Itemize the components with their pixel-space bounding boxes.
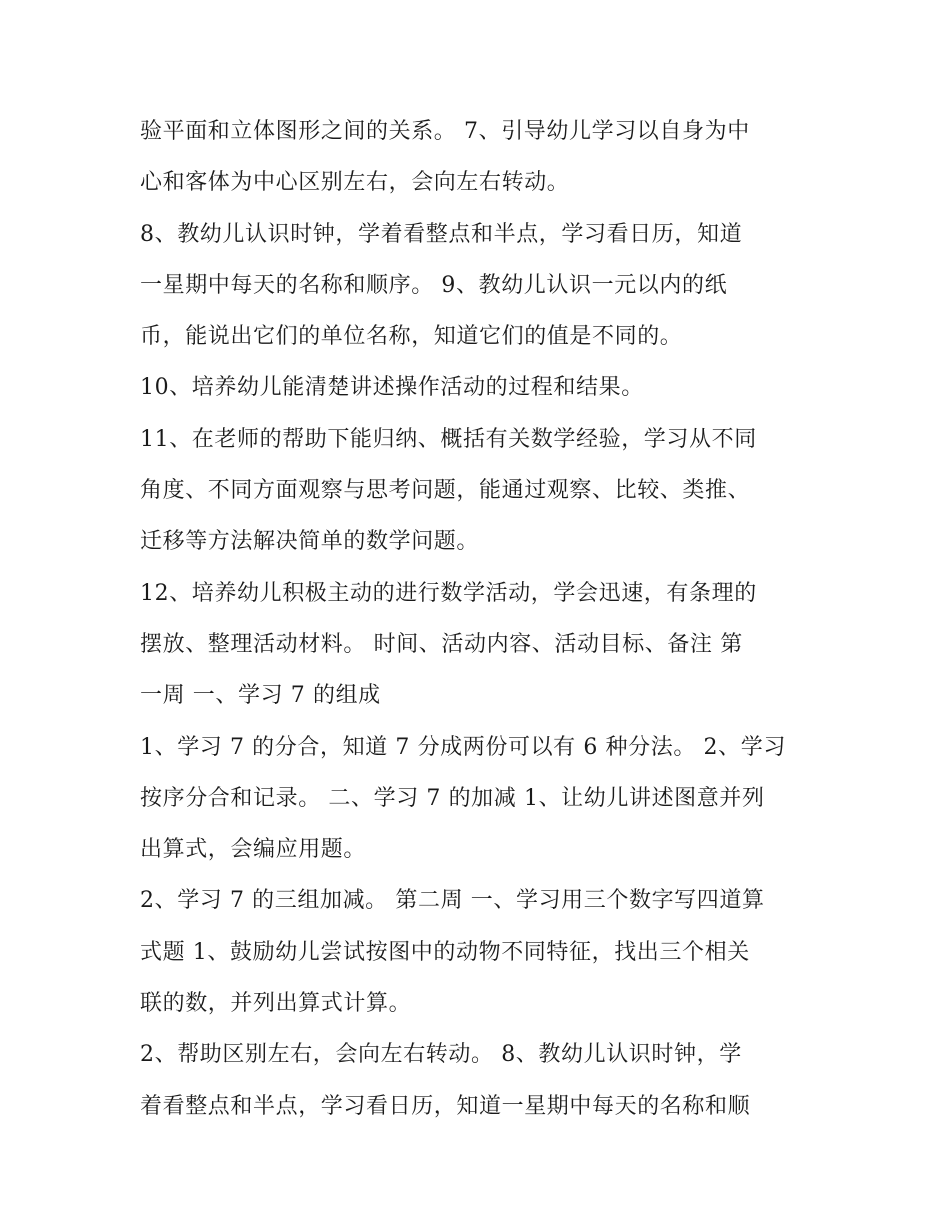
text-line: 一星期中每天的名称和顺序。 9、教幼儿认识一元以内的纸 bbox=[140, 272, 728, 298]
text-line: 12、培养幼儿积极主动的进行数学活动，学会迅速，有条理的 bbox=[140, 580, 757, 606]
text-line: 式题 1、鼓励幼儿尝试按图中的动物不同特征，找出三个相关 bbox=[140, 939, 750, 965]
text-line: 验平面和立体图形之间的关系。 7、引导幼儿学习以自身为中 bbox=[140, 119, 750, 144]
text-line: 出算式，会编应用题。 bbox=[140, 837, 367, 863]
text-line: 着看整点和半点，学习看日历，知道一星期中每天的名称和顺 bbox=[140, 1093, 751, 1119]
text-line: 2、帮助区别左右，会向左右转动。 8、教幼儿认识时钟，学 bbox=[140, 1042, 742, 1068]
text-line: 角度、不同方面观察与思考问题，能通过观察、比较、类推、 bbox=[140, 478, 751, 504]
text-line: 联的数，并列出算式计算。 bbox=[140, 991, 412, 1017]
text-line: 心和客体为中心区别左右，会向左右转动。 bbox=[140, 170, 570, 196]
text-line: 11、在老师的帮助下能归纳、概括有关数学经验，学习从不同 bbox=[140, 426, 757, 452]
text-line: 1、学习 7 的分合，知道 7 分成两份可以有 6 种分法。 2、学习 bbox=[140, 734, 786, 760]
text-line: 币，能说出它们的单位名称，知道它们的值是不同的。 bbox=[140, 324, 683, 350]
text-line: 迁移等方法解决简单的数学问题。 bbox=[140, 529, 480, 555]
text-line: 2、学习 7 的三组加减。 第二周 一、学习用三个数字写四道算 bbox=[140, 888, 765, 914]
document-body bbox=[140, 106, 820, 1132]
text-line: 摆放、整理活动材料。 时间、活动内容、活动目标、备注 第 bbox=[140, 631, 743, 657]
text-line: 按序分合和记录。 二、学习 7 的加减 1、让幼儿讲述图意并列 bbox=[140, 785, 765, 811]
text-line: 8、教幼儿认识时钟，学着看整点和半点，学习看日历，知道 bbox=[140, 221, 743, 247]
text-line: 10、培养幼儿能清楚讲述操作活动的过程和结果。 bbox=[140, 375, 644, 401]
text-line: 一周 一、学习 7 的组成 bbox=[140, 683, 381, 709]
